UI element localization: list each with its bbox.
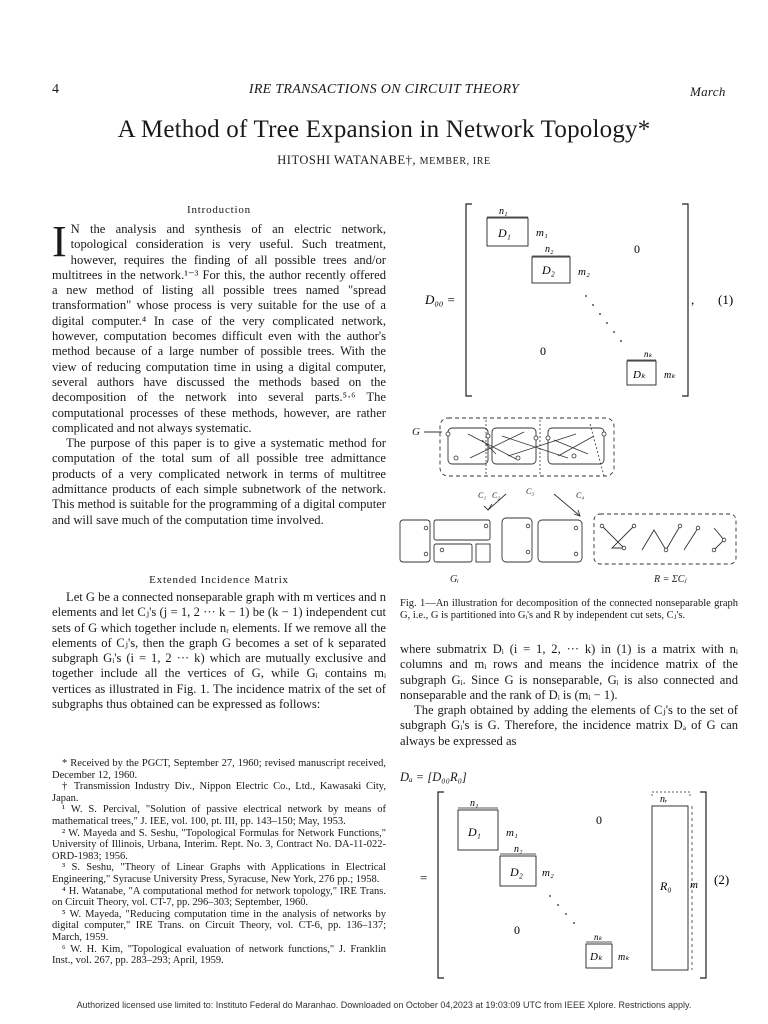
- eq2-row-label: m₂: [542, 867, 554, 879]
- footnote: ⁶ W. H. Kim, "Topological evaluation of network functions," J. Franklin Inst., vol. 267, pp. 283–293; April, 1959.: [52, 943, 386, 967]
- page-number: 4: [52, 82, 59, 97]
- eq2-diagonal-dots: [549, 895, 575, 924]
- eq2-left-bracket: [438, 792, 444, 978]
- intro-paragraph-2: The purpose of this paper is to give a systematic method for computation of the total sum of all possible tree admittance products of a very complicated network in terms of multitree admittance products of each simple subnetwork of the network. This method is suitable for the programming of a digital computer and will save much of the computation time involved.: [52, 436, 386, 527]
- right-column-body: [400, 642, 738, 749]
- eq1-diagonal-dots: [585, 295, 622, 342]
- eq2-row-label: mₖ: [618, 952, 630, 963]
- eq2-r-block-label: R₀: [660, 879, 672, 893]
- eq1-lhs: D₀₀ =: [425, 292, 456, 307]
- intro-paragraph-1: I N the analysis and synthesis of an electric network, topological consideration is very useful. Such treatment, however, requires the finding of all possible trees and/or multitrees in the network.¹⁻³ For this, the author recently offered a new method of listing all possible trees named "spread transformation" whose process is very suitable for the use of a digital computer.⁴ In case of the very complicated network, however, computation becomes difficult even with the author's method because of a large number of possible trees. With the view of reducing computation time in using a digital computer, several authors have discussed the methods based on the decomposition of the network into several parts.⁵·⁶ The computational processes of these methods, however, are rather complicated and not always systematic.: [52, 217, 386, 435]
- eq2-r-row-label: m: [690, 879, 698, 891]
- author-role: MEMBER, IRE: [419, 156, 491, 167]
- footnote: ² W. Mayeda and S. Seshu, "Topological Formulas for Network Functions," University of Illinois, Urbana, Interim. Rept. No. 3, Contract No. DA-11-022-ORD-1983; 1956.: [52, 827, 386, 862]
- equation-1: [400, 196, 740, 406]
- eq1-block-label: D₂: [542, 263, 555, 277]
- introduction-body: [52, 217, 386, 528]
- eq1-number: (1): [718, 292, 734, 307]
- author-name: HITOSHI WATANABE†,: [277, 153, 417, 167]
- footnote: † Transmission Industry Div., Nippon Electric Co., Ltd., Kawasaki City, Japan.: [52, 781, 386, 804]
- drop-cap: I: [52, 217, 67, 266]
- issue-month: March: [690, 84, 726, 99]
- journal-title: IRE TRANSACTIONS ON CIRCUIT THEORY: [248, 82, 520, 97]
- footnote: * Received by the PGCT, September 27, 1960; revised manuscript received, December 12, 1960.: [52, 758, 386, 781]
- footnote: ⁴ H. Watanabe, "A computational method for network topology," IRE Trans. on Circuit Theory, vol. CT-7, pp. 296–303; September, 1960.: [52, 885, 386, 909]
- right-paragraph-2: The graph obtained by adding the elements of Cⱼ's to the set of subgraph Gᵢ's is G. Therefore, the incidence matrix Dₐ of G can always be expressed as: [400, 703, 738, 748]
- graph-g-outline: [440, 418, 614, 476]
- eq2-block-label: Dₖ: [590, 951, 603, 963]
- eq1-row-label: m₁: [536, 227, 548, 239]
- fig1-label: Gᵢ: [450, 574, 459, 585]
- section-heading-introduction: Introduction: [187, 204, 251, 216]
- figure-1: [398, 410, 740, 590]
- eq2-r-col-label: nᵣ: [660, 794, 668, 805]
- eim-paragraph-1: Let G be a connected nonseparable graph with m vertices and n elements and let Cⱼ's (j = 1, 2 ··· k − 1) be (k − 1) independent cut sets of G which together include nᵣ elements. If we remove all the elements of Cⱼ's, then the graph G becomes a set of k separated subgraph Gᵢ's (i = 1, 2 ··· k) which are mutually exclusive and together include all the vertices of G, while Gᵢ contains mᵢ vertices as illustrated in Fig. 1. The incidence matrix of the set of subgraphs thus obtained can be expressed as follows:: [52, 590, 386, 712]
- eq2-col-label: nₖ: [594, 932, 603, 942]
- fig1-label: G: [412, 426, 420, 438]
- eq1-right-bracket: [682, 204, 688, 396]
- fig1-label: C₂: [492, 491, 501, 500]
- eq1-left-bracket: [466, 204, 472, 396]
- footnote: ³ S. Seshu, "Theory of Linear Graphs with Applications in Electrical Engineering," Syracuse University Press, Syracuse, New York, 276 pp.; 1958.: [52, 862, 386, 885]
- fig1-label: C₄: [576, 491, 585, 500]
- eq1-zero-lower: 0: [540, 344, 546, 358]
- eq2-zero-upper: 0: [596, 813, 602, 827]
- eq2-lhs: =: [420, 870, 428, 885]
- fig1-label: C₁: [478, 491, 487, 500]
- eq2-intro: Dₐ = [D₀₀R₀]: [400, 770, 467, 784]
- section-heading-extended-incidence: Extended Incidence Matrix: [149, 574, 289, 586]
- eq1-col-label: nₖ: [644, 349, 653, 359]
- eq1-col-label: n₂: [545, 244, 554, 255]
- fig1-label: C₃: [526, 487, 535, 496]
- eim-body: [52, 590, 386, 712]
- access-footer: Authorized licensed use limited to: Instituto Federal do Maranhao. Downloaded on October 04,2023 at 19:03:09 UTC from IEEE Xplore. Restrictions apply.: [76, 1000, 692, 1010]
- eq1-row-label: m₂: [578, 266, 590, 278]
- footnotes: [52, 758, 386, 967]
- eq2-right-bracket: [700, 792, 706, 978]
- author-line: [0, 153, 768, 168]
- paper-title: A Method of Tree Expansion in Network Topology*: [117, 116, 651, 143]
- right-paragraph-1: where submatrix Dᵢ (i = 1, 2, ··· k) in (1) is a matrix with nᵢ columns and mᵢ rows and means the incidence matrix of the subgraph Gᵢ. Since G is nonseparable, Gᵢ is also connected and nonseparable and the rank of Dᵢ is (mᵢ − 1).: [400, 642, 738, 702]
- footnote: ¹ W. S. Percival, "Solution of passive electrical network by means of mathematical trees," J. IEE, vol. 100, pt. III, pp. 143–150; May, 1953.: [52, 804, 386, 827]
- eq1-block-label: D₁: [498, 226, 511, 240]
- eq2-col-label: n₁: [470, 798, 479, 809]
- eq2-zero-lower: 0: [514, 923, 520, 937]
- eq1-block-label: Dₖ: [633, 369, 646, 381]
- eq1-zero-upper: 0: [634, 242, 640, 256]
- equation-2: [400, 786, 740, 986]
- eq2-number: (2): [714, 872, 730, 887]
- eq2-block-label: D₂: [510, 865, 523, 879]
- eq1-row-label: mₖ: [664, 370, 676, 381]
- eq2-row-label: m₁: [506, 827, 518, 839]
- eq1-trailing-comma: ,: [691, 292, 695, 307]
- figure-1-caption: Fig. 1—An illustration for decomposition of the connected nonseparable graph G, i.e., G is partitioned into Gᵢ's and R by independent cut sets, Cⱼ's.: [400, 598, 738, 621]
- eq1-col-label: n₁: [499, 206, 508, 217]
- fig1-label: R = ΣCⱼ: [654, 574, 687, 585]
- eq2-block-label: D₁: [468, 825, 481, 839]
- footnote: ⁵ W. Mayeda, "Reducing computation time in the analysis of networks by digital computer," IRE Trans. on Circuit Theory, vol. CT-6, pp. 136–137; March, 1959.: [52, 908, 386, 943]
- eq2-col-label: n₂: [514, 844, 523, 855]
